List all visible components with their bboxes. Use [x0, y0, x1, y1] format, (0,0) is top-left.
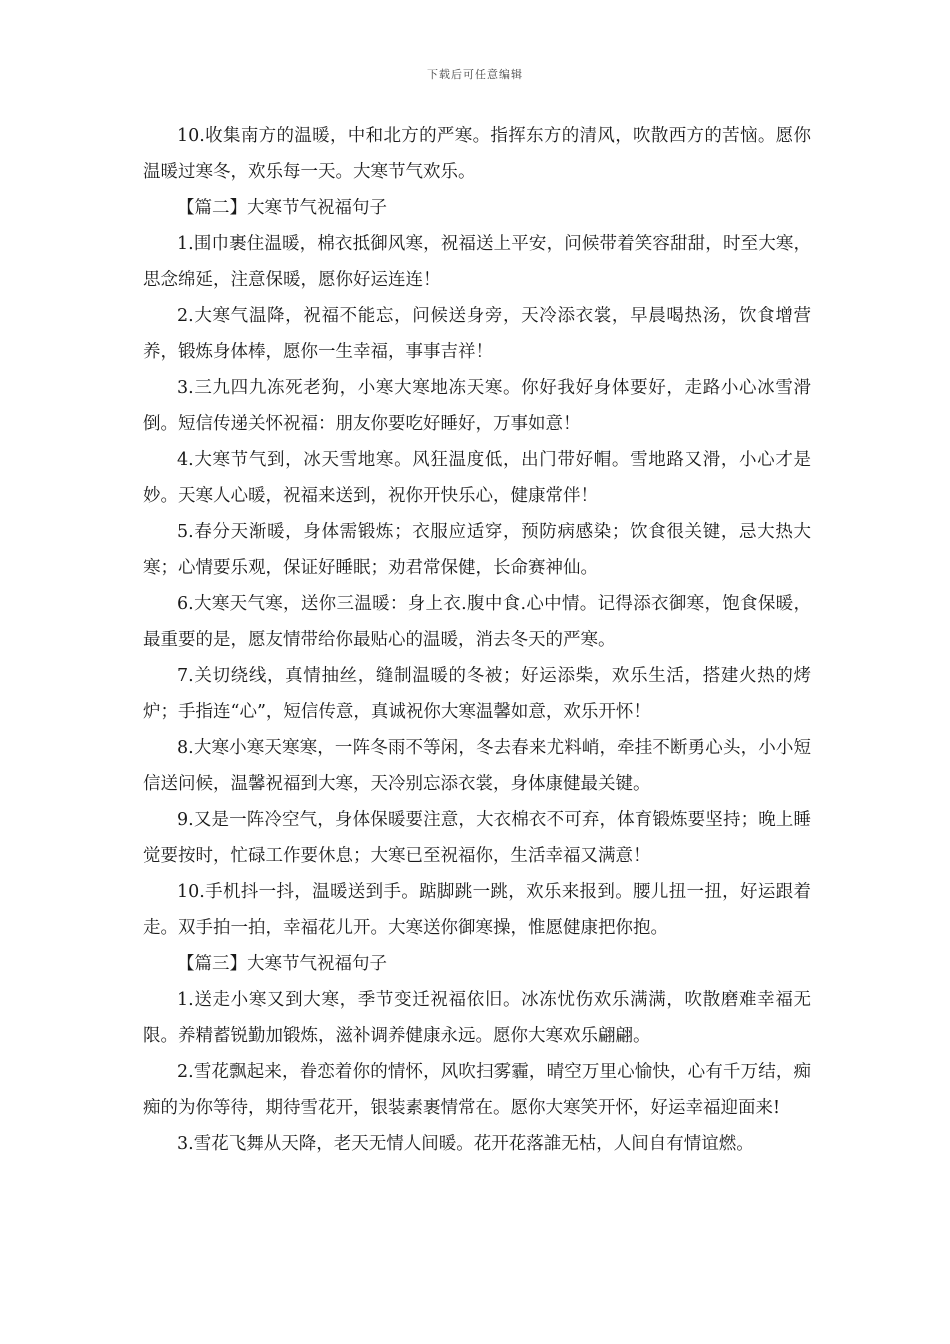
blessing-paragraph: 4.大寒节气到，冰天雪地寒。风狂温度低，出门带好帽。雪地路又滑，小心才是妙。天寒人心暖，祝福来送到，祝你开快乐心，健康常伴！	[143, 450, 811, 506]
section-heading: 【篇二】大寒节气祝福句子	[177, 198, 387, 218]
blessing-paragraph: 3.雪花飞舞从天降，老天无情人间暖。花开花落誰无枯，人间自有情谊燃。	[177, 1134, 754, 1154]
page-header-note: 下载后可任意编辑	[427, 68, 523, 81]
blessing-paragraph: 2.大寒气温降，祝福不能忘，问候送身旁，天冷添衣裳，早晨喝热汤，饮食增营养，锻炼身体棒，愿你一生幸福，事事吉祥！	[143, 306, 811, 362]
blessing-paragraph: 5.春分天渐暖，身体需锻炼；衣服应适穿，预防病感染；饮食很关键，忌大热大寒；心情要乐观，保证好睡眠；劝君常保健，长命赛神仙。	[143, 522, 811, 578]
blessing-paragraph: 6.大寒天气寒，送你三温暖：身上衣.腹中食.心中情。记得添衣御寒，饱食保暖，最重要的是，愿友情带给你最贴心的温暖，消去冬天的严寒。	[143, 594, 811, 650]
blessing-paragraph: 10.手机抖一抖，温暖送到手。踮脚跳一跳，欢乐来报到。腰儿扭一扭，好运跟着走。双手拍一拍，幸福花儿开。大寒送你御寒操，惟愿健康把你抱。	[143, 882, 811, 938]
blessing-paragraph: 7.关切绕线，真情抽丝，缝制温暖的冬被；好运添柴，欢乐生活，搭建火热的烤炉；手指连“心”，短信传意，真诚祝你大寒温馨如意，欢乐开怀！	[143, 666, 811, 722]
blessing-paragraph: 2.雪花飘起来，眷恋着你的情怀，风吹扫雾霾，晴空万里心愉快，心有千万结，痴痴的为你等待，期待雪花开，银装素裹情常在。愿你大寒笑开怀，好运幸福迎面来!	[143, 1062, 811, 1118]
blessing-paragraph: 8.大寒小寒天寒寒，一阵冬雨不等闲，冬去春来尤料峭，牵挂不断勇心头，小小短信送问候，温馨祝福到大寒，天冷别忘添衣裳，身体康健最关键。	[143, 738, 811, 794]
blessing-paragraph: 1.围巾裹住温暖，棉衣抵御风寒，祝福送上平安，问候带着笑容甜甜，时至大寒，思念绵延，注意保暖，愿你好运连连！	[143, 234, 811, 290]
blessing-paragraph: 9.又是一阵冷空气，身体保暖要注意，大衣棉衣不可弃，体育锻炼要坚持；晚上睡觉要按时，忙碌工作要休息；大寒已至祝福你，生活幸福又满意！	[143, 810, 811, 866]
document-body	[143, 118, 811, 1162]
blessing-paragraph: 3.三九四九冻死老狗，小寒大寒地冻天寒。你好我好身体要好，走路小心冰雪滑倒。短信传递关怀祝福：朋友你要吃好睡好，万事如意！	[143, 378, 811, 434]
section-heading: 【篇三】大寒节气祝福句子	[177, 954, 387, 974]
blessing-paragraph: 10.收集南方的温暖，中和北方的严寒。指挥东方的清风，吹散西方的苦恼。愿你温暖过寒冬，欢乐每一天。大寒节气欢乐。	[143, 126, 811, 182]
blessing-paragraph: 1.送走小寒又到大寒，季节变迁祝福依旧。冰冻忧伤欢乐满满，吹散磨难幸福无限。养精蓄锐勤加锻炼，滋补调养健康永远。愿你大寒欢乐翩翩。	[143, 990, 811, 1046]
